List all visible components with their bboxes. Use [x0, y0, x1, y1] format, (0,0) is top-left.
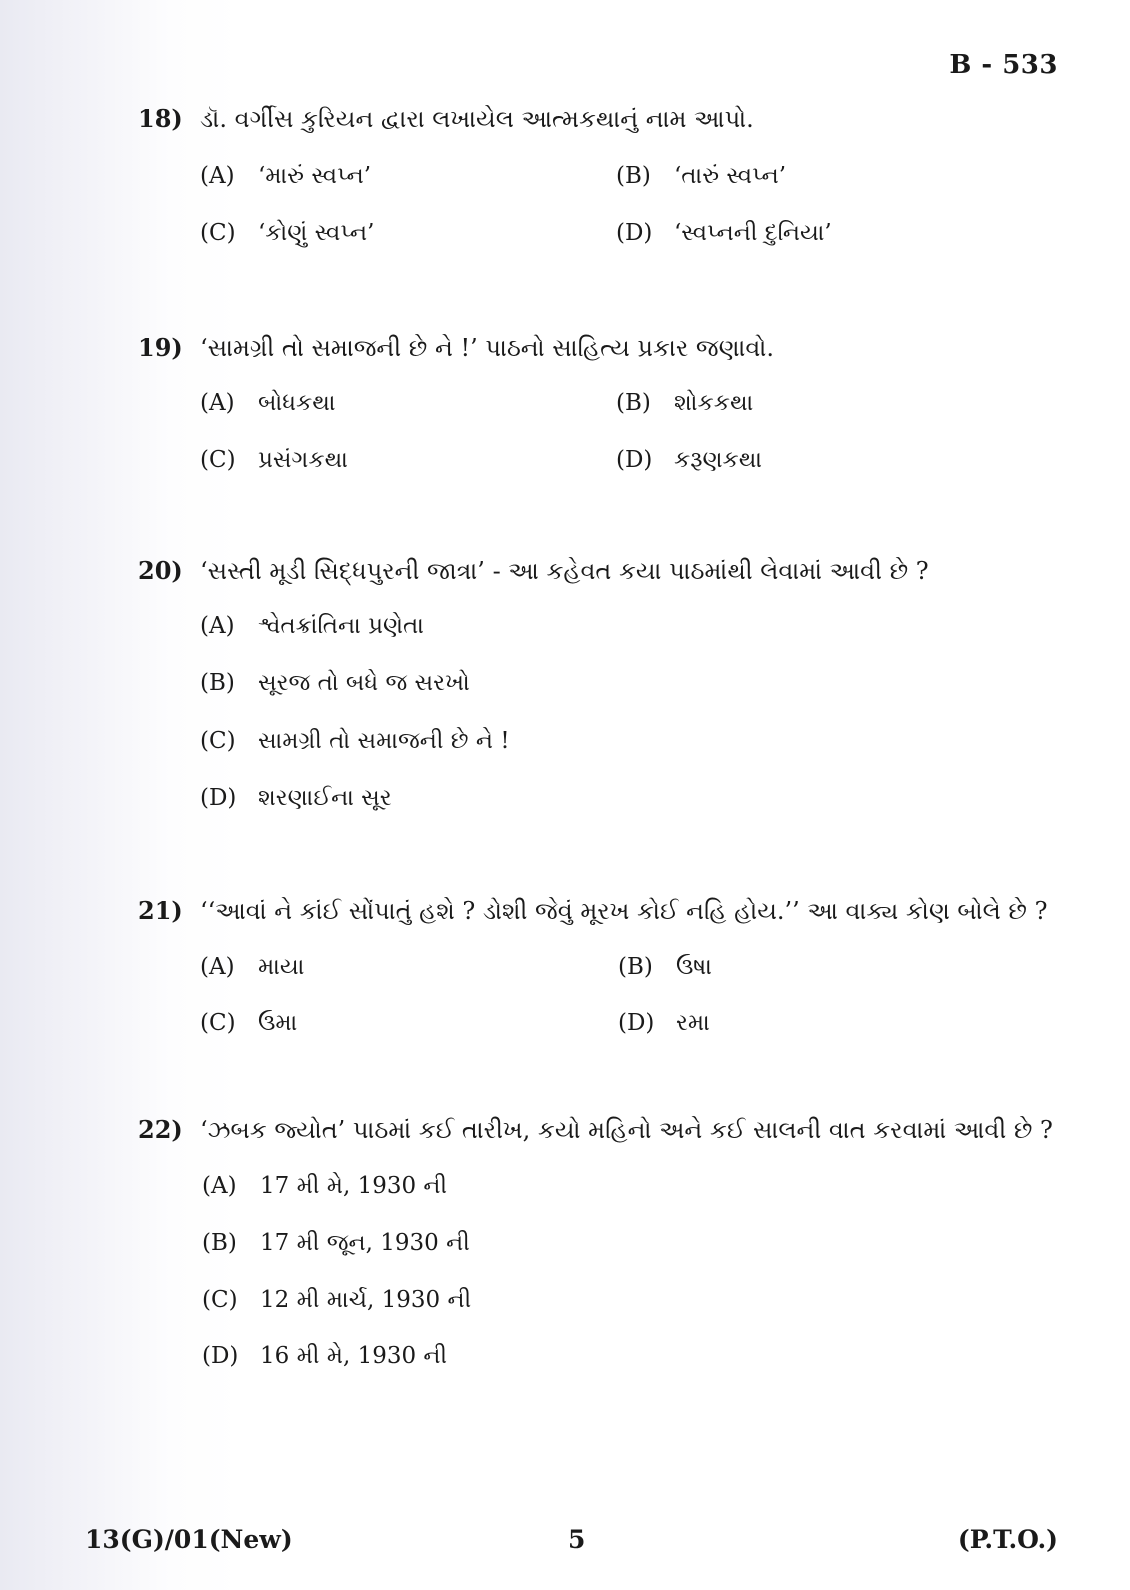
option-text: ‘તારું સ્વપ્ન’ — [674, 163, 787, 189]
page-number: 5 — [568, 1525, 586, 1554]
option-a — [200, 163, 371, 189]
option-text: ઉષા — [676, 954, 712, 980]
footer-paper-id: 13(G)/01(New) — [85, 1525, 293, 1554]
question-number: 19) — [138, 333, 183, 362]
option-label: (C) — [200, 1010, 236, 1036]
option-label: (D) — [618, 1010, 655, 1036]
option-label: (B) — [616, 163, 651, 189]
option-label: (D) — [616, 447, 653, 473]
option-b — [618, 954, 712, 980]
option-b — [616, 163, 786, 189]
question-number: 20) — [138, 556, 183, 585]
option-text: સામગ્રી તો સમાજની છે ને ! — [258, 728, 510, 754]
option-label: (A) — [200, 954, 235, 980]
option-text: ‘સ્વપ્નની દુનિયા’ — [674, 220, 832, 246]
question-text: ‘‘આવાં ને કાંઈ સોંપાતું હશે ? ડોશી જેવું મૂરખ કોઈ નહિ હોય.’’ આ વાક્ય કોણ બોલે છે ? — [200, 897, 1048, 925]
option-text: 16 મી મે, 1930 ની — [260, 1343, 448, 1369]
option-c — [200, 728, 510, 754]
option-c — [200, 1010, 297, 1036]
option-label: (A) — [200, 163, 235, 189]
option-label: (D) — [200, 785, 237, 811]
question-number: 21) — [138, 896, 183, 925]
option-text: કરૂણકથા — [674, 447, 763, 473]
option-c — [200, 447, 348, 473]
option-text: પ્રસંગકથા — [258, 447, 348, 473]
question-line — [138, 333, 1070, 362]
option-text: શોકકથા — [674, 390, 754, 416]
option-text: ઉમા — [258, 1010, 298, 1036]
option-a — [200, 613, 424, 639]
option-d — [616, 447, 762, 473]
paper-code: B - 533 — [949, 50, 1058, 80]
option-label: (C) — [200, 220, 236, 246]
option-text: સૂરજ તો બધે જ સરખો — [258, 670, 470, 696]
option-text: 17 મી મે, 1930 ની — [260, 1173, 448, 1199]
option-a — [200, 390, 336, 416]
option-text: ‘કોણું સ્વપ્ન’ — [258, 220, 375, 246]
option-a — [202, 1173, 447, 1199]
option-c — [200, 220, 374, 246]
option-a — [200, 954, 304, 980]
option-label: (A) — [202, 1173, 237, 1199]
option-label: (A) — [200, 390, 235, 416]
option-d — [200, 785, 392, 811]
option-label: (D) — [616, 220, 653, 246]
option-text: 12 મી માર્ચ, 1930 ની — [260, 1287, 472, 1313]
option-label: (C) — [202, 1287, 238, 1313]
option-d — [202, 1343, 447, 1369]
option-label: (D) — [202, 1343, 239, 1369]
option-text: બોધકથા — [258, 390, 336, 416]
question-line — [138, 556, 1070, 585]
question-text: ‘ઝબક જ્યોત’ પાઠમાં કઈ તારીખ, કયો મહિનો અને કઈ સાલની વાત કરવામાં આવી છે ? — [200, 1116, 1053, 1144]
question-text: ‘સસ્તી મૂડી સિદ્ધપુરની જાત્રા’ - આ કહેવત કયા પાઠમાંથી લેવામાં આવી છે ? — [200, 557, 929, 585]
option-label: (C) — [200, 728, 236, 754]
question-number: 22) — [138, 1115, 183, 1144]
question-text: ડૉ. વર્ગીસ કુરિયન દ્વારા લખાયેલ આત્મકથાનું નામ આપો. — [200, 105, 754, 133]
option-text: માયા — [258, 954, 305, 980]
option-label: (B) — [616, 390, 651, 416]
option-d — [616, 220, 832, 246]
option-text: શ્વેતક્રાંતિના પ્રણેતા — [258, 613, 424, 639]
question-number: 18) — [138, 104, 183, 133]
question-line — [138, 896, 1070, 925]
option-text: 17 મી જૂન, 1930 ની — [260, 1230, 470, 1256]
question-line — [138, 1115, 1070, 1144]
option-label: (B) — [618, 954, 653, 980]
option-c — [202, 1287, 471, 1313]
question-text: ‘સામગ્રી તો સમાજની છે ને !’ પાઠનો સાહિત્ય પ્રકાર જણાવો. — [200, 334, 774, 362]
option-b — [200, 670, 470, 696]
option-text: રમા — [676, 1010, 710, 1036]
option-label: (B) — [200, 670, 235, 696]
option-b — [202, 1230, 470, 1256]
option-text: શરણાઈના સૂર — [258, 785, 392, 811]
option-text: ‘મારું સ્વપ્ન’ — [258, 163, 372, 189]
option-label: (B) — [202, 1230, 237, 1256]
option-b — [616, 390, 753, 416]
footer-pto: (P.T.O.) — [957, 1525, 1058, 1554]
option-label: (A) — [200, 613, 235, 639]
option-d — [618, 1010, 710, 1036]
question-line — [138, 104, 1070, 133]
option-label: (C) — [200, 447, 236, 473]
